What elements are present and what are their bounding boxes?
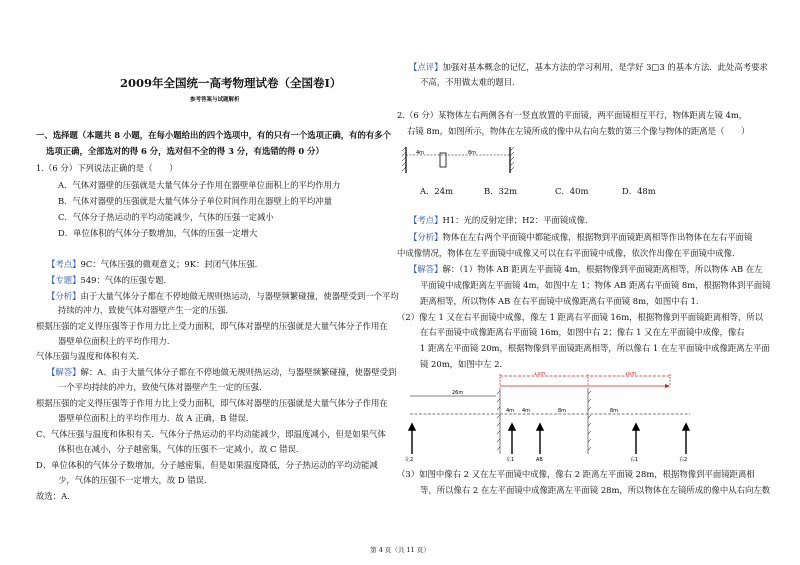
pingji-tag: 【点评】 xyxy=(409,62,443,72)
q2-mirror-figure xyxy=(402,143,522,177)
fig-label-4m: 4m xyxy=(416,150,425,156)
kaodian-tag-2: 【考点】 xyxy=(409,215,443,225)
q2-jieda-line1: 【解答】解：（1）物体 AB 距离左平面镜 4m，根据物像到平面镜距离相等，所以物体 AB 在左 xyxy=(409,264,763,274)
section-heading-line2: 选项正确，全部选对的得 6 分，选对但不全的得 3 分，有选错的得 0 分） xyxy=(46,146,324,156)
q2-stem-line2: 右镜 8m，如图所示，物体在左镜所成的像中从右向左数的第三个像与物体的距离是（ ） xyxy=(407,126,750,136)
zhuanti-tag: 【专题】 xyxy=(47,275,81,285)
kaodian-tag: 【考点】 xyxy=(47,259,81,269)
dim-8m-a: 8m xyxy=(558,408,567,414)
q1-stem: 1.（6 分）下列说法正确的是（ ） xyxy=(36,163,178,173)
q1-jieda-line3: 根据压强的定义得压强等于作用力比上受力面积，即气体对器壁的压强就是大量气体分子作用在 xyxy=(36,398,388,408)
q2-step3-line1: （3）如图中像右 2 又在左平面镜中成像，像右 2 距离左平面镜 28m，根据物像到平面镜距离相 xyxy=(397,469,755,479)
dim-16m: 16m xyxy=(625,372,637,377)
q2-jieda-line6: 1 距离左平面镜 20m，根据物像到平面镜距离相等，所以像右 1 在左平面镜中成像距离左平面 xyxy=(420,343,770,353)
fenxi-tag: 【分析】 xyxy=(47,291,81,301)
fig-label-8m: 8m xyxy=(468,150,477,156)
q2-jieda-line4: （2）像左 1 又在右平面镜中成像，像左 1 距离右平面镜 16m，根据物像到平面镜距离相等，所以 xyxy=(397,312,764,322)
section-heading-line1: 一、选择题（本题共 8 小题，在每小题给出的四个选项中，有的只有一个选项正确，有的有多个 xyxy=(36,130,392,140)
q1-fenxi-line1: 【分析】由于大量气体分子都在不停地做无规则热运动，与器壁频繁碰撞，使器壁受到一个平均 xyxy=(47,291,399,301)
q2-jieda-line7: 镜 20m，如图中左 2． xyxy=(420,359,508,369)
q1-option-d: D．单位体积的气体分子数增加，气体的压强一定增大 xyxy=(58,228,258,238)
q1-jieda-line2: 一个平均持续的冲力，致使气体对器壁产生一定的压强． xyxy=(58,382,268,392)
q1-jieda-line1: 【解答】解：A、由于大量气体分子都在不停地做无规则热运动，与器壁频繁碰撞，使器壁受到 xyxy=(47,367,397,377)
dim-15m: 15m xyxy=(534,372,546,377)
q1-fenxi-line4: 器壁单位面积上的平均作用力． xyxy=(58,336,176,346)
page-subtitle: 参考答案与试题解析 xyxy=(190,97,240,103)
q1-option-a: A．气体对器壁的压强就是大量气体分子作用在器壁单位面积上的平均作用力 xyxy=(58,180,341,190)
dim-26m: 26m xyxy=(452,390,464,396)
pingji-line2: 不高，不用做太难的题目． xyxy=(420,77,521,87)
pingji-line1: 【点评】加强对基本概念的记忆，基本方法的学习利用，是学好 3□3 的基本方法．此处高考要求 xyxy=(409,62,768,72)
q1-option-c: C．气体分子热运动的平均动能减少，气体的压强一定减小 xyxy=(58,212,274,222)
label-ab: AB xyxy=(536,457,543,462)
q2-jieda-line3: 距离相等，所以物体 AB 在右平面镜中成像距离右平面镜 8m，如图中右 1． xyxy=(420,296,705,306)
q2-image-diagram xyxy=(400,372,700,462)
q1-answer: 故选：A． xyxy=(36,491,76,501)
q2-step3-line2: 等，所以像右 2 在左平面镜中成像距离左平面镜 28m，所以物体在左镜所成的像中从右向左数 xyxy=(420,485,771,495)
jieda-tag-2: 【解答】 xyxy=(409,264,443,274)
q2-fenxi-line1: 【分析】物体在左右两个平面镜中都能成像，根据物到平面镜距离相等作出物体在左右平面镜 xyxy=(409,232,753,242)
label-right1: 右1 xyxy=(630,457,639,462)
q1-jieda-line7: D、单位体积的气体分子数增加，分子越密集，但是如果温度降低，分子热运动的平均动能减 xyxy=(36,460,378,470)
page-footer: 第 4 页（共 11 页） xyxy=(370,546,430,554)
dim-4m-b: 4m xyxy=(522,408,531,414)
q1-jieda-line8: 少，气体的压强不一定增大，故 D 错误． xyxy=(58,475,213,485)
q1-option-b: B．气体对器壁的压强就是大量气体分子单位时间作用在器壁上的平均冲量 xyxy=(58,196,333,206)
q2-option-d: D．48m xyxy=(622,186,656,196)
q1-zhuanti: 【专题】549：气体的压强专题． xyxy=(47,275,172,285)
q2-jieda-line2: 平面镜中成像距离左平面镜 4m，如图中左 1；物体 AB 距离右平面镜 8m，根据物体到平面镜 xyxy=(420,280,771,290)
q1-fenxi-line5: 气体压强与温度和体积有关． xyxy=(36,351,145,361)
page-title: 2009年全国统一高考物理试卷（全国卷Ⅰ） xyxy=(120,76,342,90)
q1-fenxi-line3: 根据压强的定义得压强等于作用力比上受力面积，即气体对器壁的压强就是大量气体分子作用在 xyxy=(36,321,388,331)
q2-option-c: C．40m xyxy=(555,186,589,196)
q1-fenxi-line2: 持续的冲力，致使气体对器壁产生一定的压强． xyxy=(58,305,234,315)
q2-stem-line1: 2.（6 分）某物体左右两侧各有一竖直放置的平面镜，两平面镜相互平行，物体距离左镜 4m， xyxy=(397,110,748,120)
dim-8m-b: 8m xyxy=(610,408,619,414)
q2-kaodian: 【考点】H1：光的反射定律；H2：平面镜成像． xyxy=(409,215,594,225)
label-left1: 左1 xyxy=(506,457,515,462)
q1-kaodian: 【考点】9C：气体压强的微观意义；9K：封闭气体压强． xyxy=(47,259,263,269)
fenxi-tag-2: 【分析】 xyxy=(409,232,443,242)
jieda-tag: 【解答】 xyxy=(47,367,81,377)
q1-jieda-line5: C、气体压强与温度和体积有关．气体分子热运动的平均动能减少，即温度减小，但是如果气体 xyxy=(36,429,386,439)
label-right2: 右2 xyxy=(679,457,688,462)
q2-fenxi-line2: 中成像情况，物体在左平面镜中成像又可以在右平面镜中成像，依次作出像在平面镜中成像． xyxy=(397,248,741,258)
q1-jieda-line4: 器壁单位面积上的平均作用力．故 A 正确，B 错误． xyxy=(58,413,255,423)
q2-option-b: B．32m xyxy=(484,186,518,196)
q2-option-a: A．24m xyxy=(420,186,454,196)
q1-jieda-line6: 体积也在减小，分子越密集，气体的压强不一定减小，故 C 错误． xyxy=(58,444,305,454)
label-left2: 左2 xyxy=(405,457,414,462)
q2-jieda-line5: 在右平面镜中成像距离右平面镜 16m，如图中右 2；像右 1 又在左平面镜中成像，像右 xyxy=(420,327,745,337)
dim-4m-a: 4m xyxy=(506,408,515,414)
